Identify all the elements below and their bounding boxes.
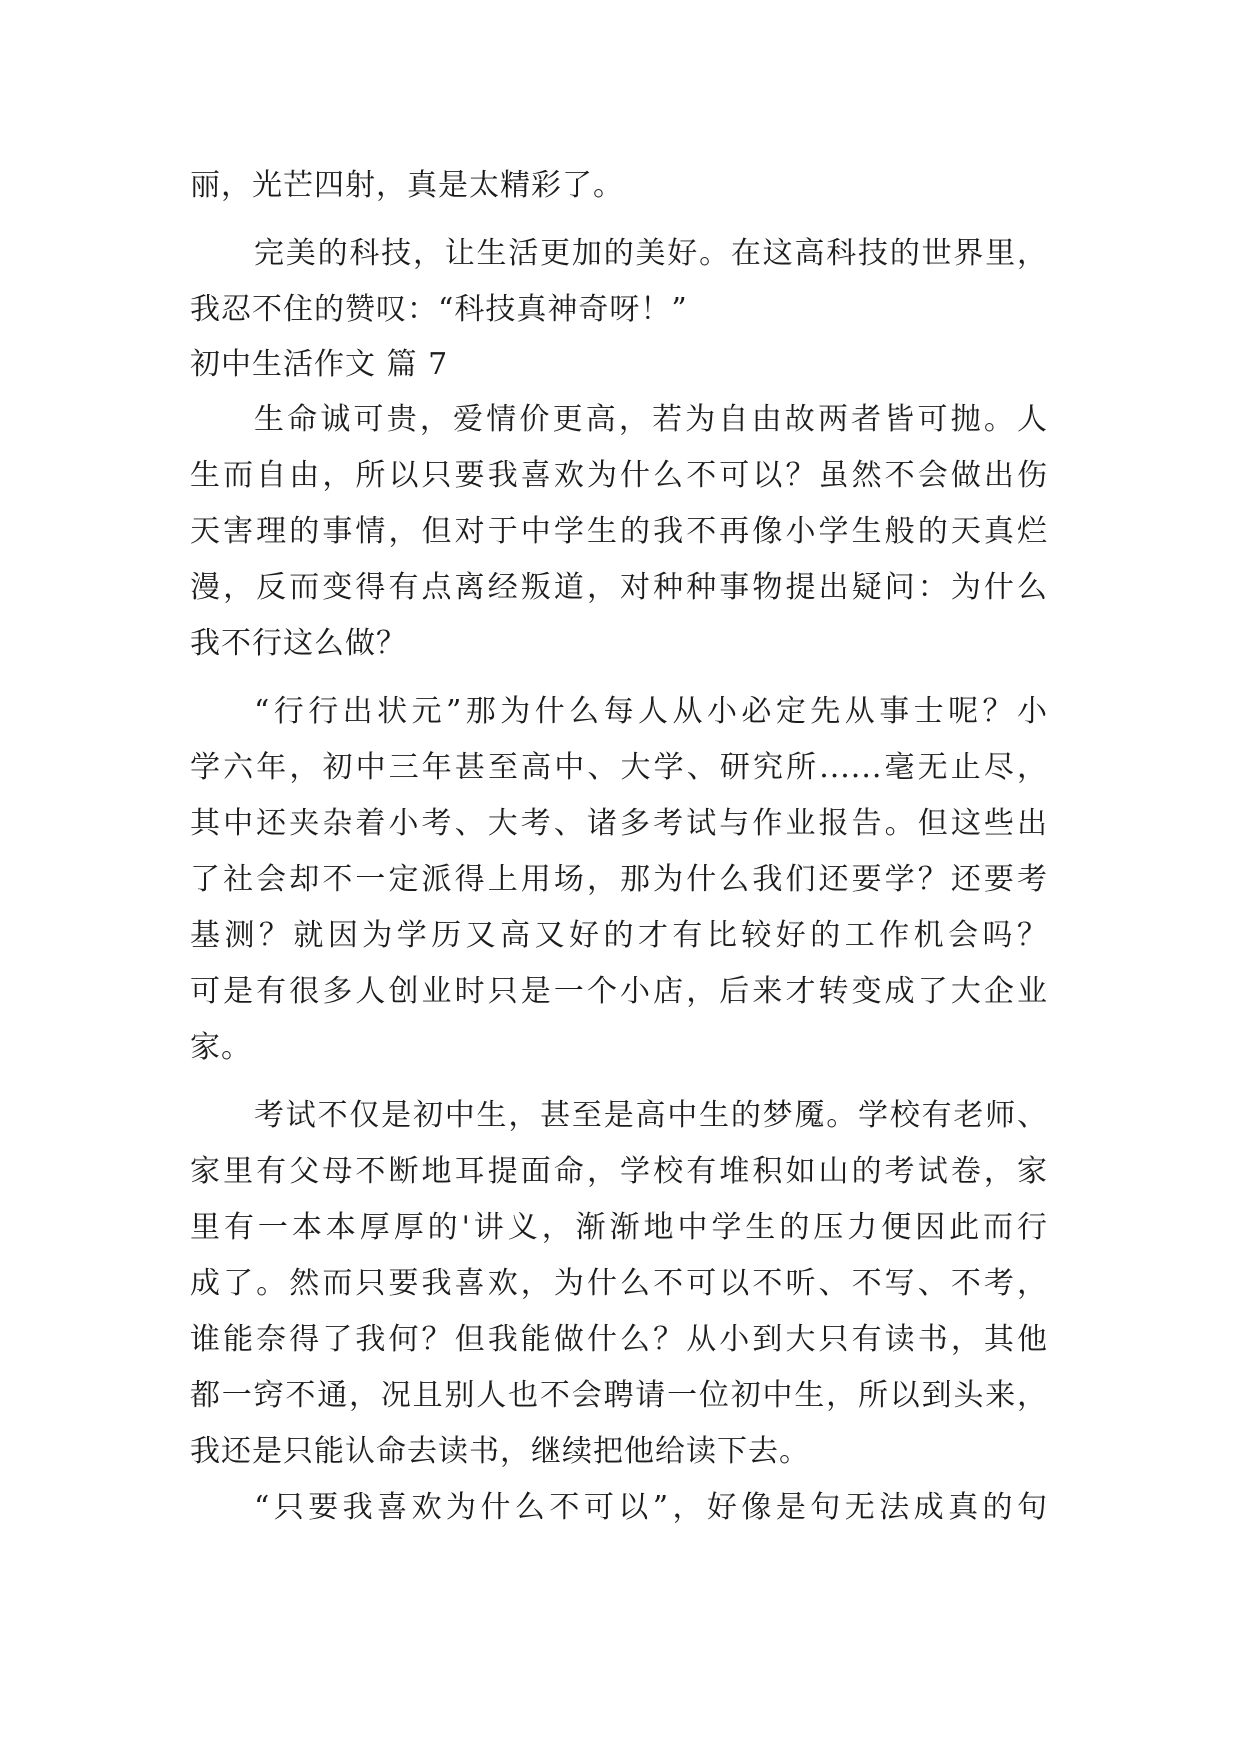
text-line: 其中还夹杂着小考、大考、诸多考试与作业报告。但这些出 [190,806,1048,841]
text-line: 完美的科技，让生活更加的美好。在这高科技的世界里， [254,236,1048,271]
text-line: 生而自由，所以只要我喜欢为什么不可以？虽然不会做出伤 [190,458,1048,493]
text-line: 漫，反而变得有点离经叛道，对种种事物提出疑问：为什么 [190,570,1048,605]
article-body [190,158,1048,1536]
text-line: 我不行这么做？ [190,626,407,661]
text-line: 考试不仅是初中生，甚至是高中生的梦魇。学校有老师、 [254,1098,1048,1133]
text-line: 我忍不住的赞叹：“科技真神奇呀！” [190,292,688,327]
section-heading: 初中生活作文 篇 7 [190,347,449,382]
text-line: “只要我喜欢为什么不可以”，好像是句无法成真的句 [254,1490,1048,1525]
text-line: 学六年，初中三年甚至高中、大学、研究所......毫无止尽， [190,750,1048,785]
text-line: 丽，光芒四射，真是太精彩了。 [190,168,624,203]
text-line: 谁能奈得了我何？但我能做什么？从小到大只有读书，其他 [190,1322,1048,1357]
text-line: 家里有父母不断地耳提面命，学校有堆积如山的考试卷，家 [190,1154,1048,1189]
text-line: 生命诚可贵，爱情价更高，若为自由故两者皆可抛。人 [254,402,1048,437]
text-line: 基测？就因为学历又高又好的才有比较好的工作机会吗？ [190,918,1048,953]
text-line: 成了。然而只要我喜欢，为什么不可以不听、不写、不考， [190,1266,1048,1301]
text-line: 都一窍不通，况且别人也不会聘请一位初中生，所以到头来， [190,1378,1048,1413]
text-line: 天害理的事情，但对于中学生的我不再像小学生般的天真烂 [190,514,1048,549]
text-line: “行行出状元”那为什么每人从小必定先从事士呢？小 [254,694,1048,729]
text-line: 了社会却不一定派得上用场，那为什么我们还要学？还要考 [190,862,1048,897]
text-line: 家。 [190,1030,252,1065]
text-line: 里有一本本厚厚的'讲义，渐渐地中学生的压力便因此而行 [190,1210,1048,1245]
text-line: 可是有很多人创业时只是一个小店，后来才转变成了大企业 [190,974,1048,1009]
text-line: 我还是只能认命去读书，继续把他给读下去。 [190,1434,810,1469]
